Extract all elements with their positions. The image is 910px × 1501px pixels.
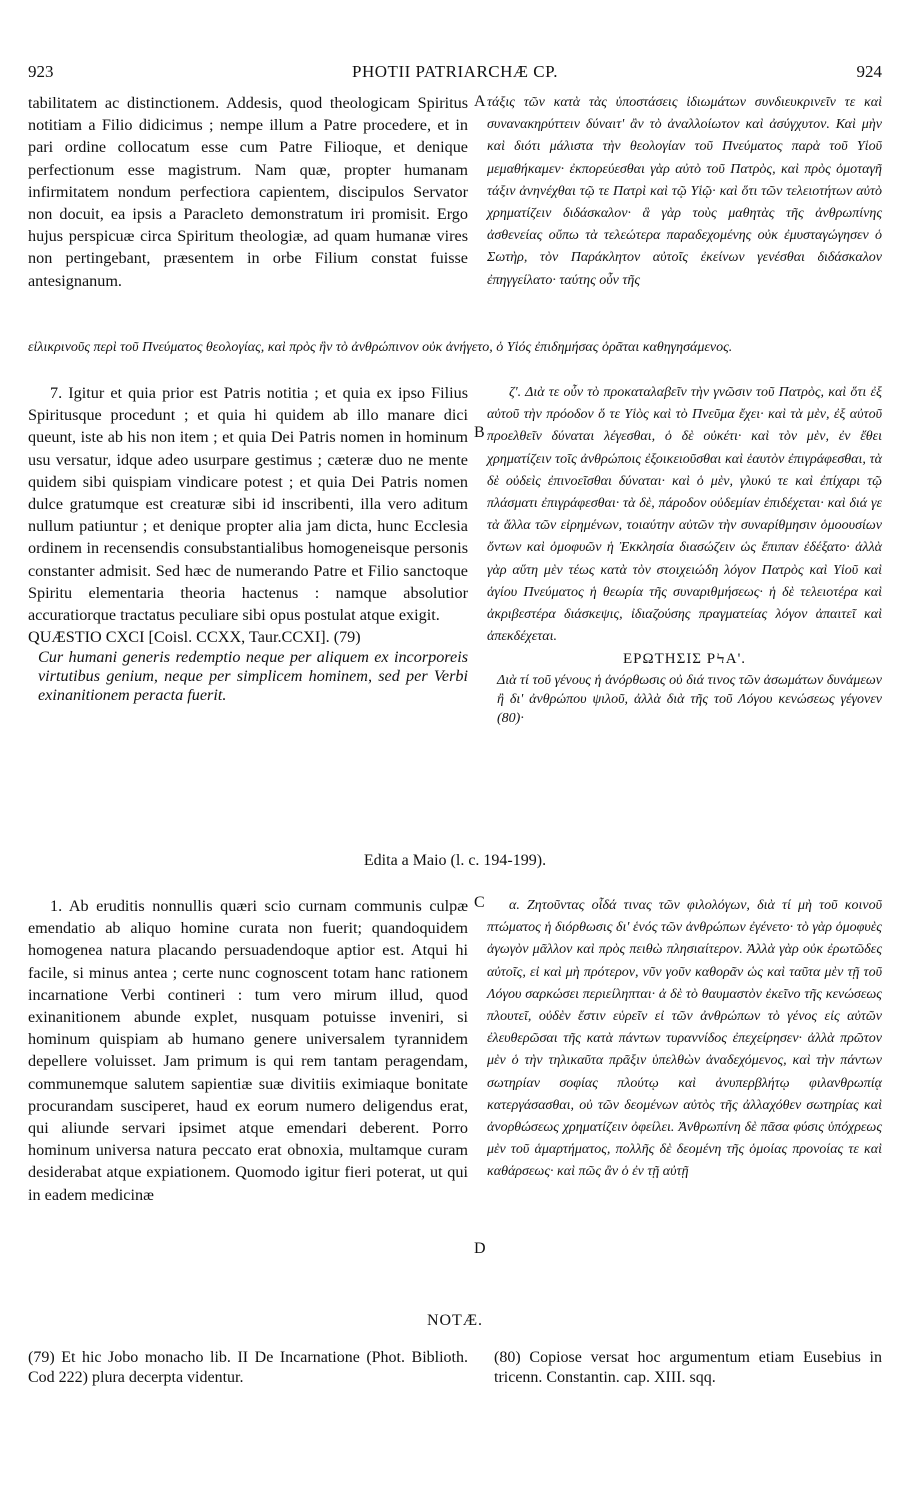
greek-question-title: Διὰ τί τοῦ γένους ἡ ἀνόρθωσις οὐ διά τινος τῶν ἀσωμάτων δυνάμεων ἢ δι' ἀνθρώπου ψιλοῦ, ἀλλὰ διὰ τῆς τοῦ Λόγου κενώσεως γέγονεν (80)· bbox=[497, 672, 882, 726]
latin-paragraph-1: 1. Ab eruditis nonnullis quæri scio curnam communis culpæ emendatio ab aliquo homine curata non fuerit; quandoquidem homogenea natura placando persuadendoque aptior est. Atqui hi facile, si minus antea ; certe nunc cognoscent totam hanc rationem incarnatione Verbi contineri : tum vero mirum illud, quod exinanitionem abunde explet, nusquam potuisse inveniri, si hominum quispiam ab humano genere universalem tyrannidem depellere voluisset. Jam primum is qui rem tantam peragendam, communemque salutem sapientiæ suæ divitiis eximiaque bonitate procurandam susciperet, haud ex eorum numero deligendus erat, qui aliunde servari ipsimet atque emendari deberent. Porro hominum universa natura peccato erat obnoxia, multamque curam desiderabat atque expiationem. Quomodo igitur fieri poterat, ut qui in eadem medicinæ bbox=[28, 897, 468, 1204]
greek-paragraph-1: α. Ζητοῦντας οἶδά τινας τῶν φιλολόγων, διὰ τί μὴ τοῦ κοινοῦ πτώματος ἡ διόρθωσις δι' ἑνός τῶν ἀνθρώπων ἐγένετο· τὸ γὰρ ὁμοφυὲς ἀγωγὸν μᾶλλον καὶ πρὸς πειθὼ πλησιαίτερον. Ἀλλὰ γὰρ οὐκ ἐρωτῶδες αὐτοῖς, εἰ καὶ μὴ πρότερον, νῦν γοῦν καθορᾶν ὡς καὶ ταῦτα μὲν τῇ τοῦ Λόγου σαρκώσει περιείληπται· ἀ δὲ τὸ θαυμαστὸν ἐκεῖνο τῆς κενώσεως πλουτεῖ, οὐδὲν ἔστιν εὑρεῖν εἰ τῶν ἀνθρώπων τὸ γένος εἰς αὐτῶν ἐλευθερῶσαι τῆς κατὰ πάντων τυραννίδος ἐπεχείρησεν· ἀλλὰ πρῶτον μὲν ὁ τὴν τηλικαῦτα πρᾶξιν ὑπελθὼν ἀναδεχόμενος, καὶ τὴν πάντων σωτηρίαν σοφίας πλούτῳ καὶ ἀνυπερβλήτῳ φιλανθρωπίᾳ κατεργάσασθαι, οὐ τῶν δεομένων αὐτὸς τῆς ἀλλαχόθεν σωτηρίας καὶ ἀνορθώσεως χρηματίζειν ὀφείλει. Ἀνθρωπίνη δὲ πᾶσα φύσις ὑπόχρεως μὲν τοῦ ἁμαρτήματος, πολλῆς δὲ δεομένη τῆς ὁμοίας προνοίας τε καὶ καθάρσεως· καὶ πῶς ἂν ὁ ἐν τῇ αὐτῇ bbox=[487, 898, 882, 1180]
latin-question-title: Cur humani generis redemptio neque per aliquem ex incorporeis virtutibus genium, neque per simplicem hominem, sed per Verbi exinanitionem peracta fuerit. bbox=[38, 648, 468, 705]
latin-paragraph-top: tabilitatem ac distinctionem. Addesis, quod theologicam Spiritus notitiam a Filio didicimus ; nempe illum a Patre procedere, et in pari ordine collocatum esse cum Patre Filioque, et denique perfectionum esse magistrum. Nam quæ, propter humanam infirmitatem nondum perfectiora capientem, discipulos Servator non docuit, ea ipsis a Paracleto demonstratum iri promisit. Ergo hujus perspicuæ circa Spiritum theologiæ, ad quam humanæ vires non pertingebant, præsentem in orbe Filium constat fuisse antesignanum. bbox=[28, 94, 468, 290]
greek-question-heading: ΕΡΩΤΗΣΙΣ ΡϞΑ'. bbox=[622, 651, 747, 668]
margin-marker-d: D bbox=[474, 1240, 486, 1257]
latin-paragraph-7: 7. Igitur et quia prior est Patris notitia ; et quia ex ipso Filius Spiritusque procedunt ; et quia hi quidem ab illo manare dici queunt, iste ab his non item ; et quia Dei Patris nomen in hominum usu versatur, idque adeo usurpare gestimus ; cæteræ duo ne mente quidem sibi quispiam vindicare potest ; et quia Dei Patris nomen dulce gratumque est creaturæ sibi id inscribenti, illa vero aditum nullum patiuntur ; et denique propter alia jam dicta, hunc Ecclesia ordinem in recensendis consubstantialibus homogeneisque personis constanter admisit. Sed hæc de numerando Patre et Filio sanctoque Spiritu elementaria theoria hactenus : namque absolutior accuratiorque tractatus peculiare sibi opus postulat atque exigit. bbox=[28, 384, 468, 625]
notes-heading: NOTÆ. bbox=[426, 1312, 484, 1329]
running-title: PHOTII PATRIARCHÆ CP. bbox=[352, 62, 558, 81]
greek-column-top bbox=[487, 92, 882, 292]
footnote-80: (80) Copiose versat hoc argumentum etiam Eusebius in tricenn. Constantin. cap. XIII. sqq. bbox=[494, 1349, 882, 1386]
latin-column-section1 bbox=[28, 895, 468, 1206]
greek-column-section7 bbox=[487, 382, 882, 728]
greek-column-section1 bbox=[487, 895, 882, 1184]
greek-paragraph-top: τάξις τῶν κατὰ τὰς ὑποστάσεις ἰδιωμάτων συνδιευκρινεῖν τε καὶ συνανακηρύττειν δύναιτ' ἂν τὸ ἀναλλοίωτον καὶ ἀσύγχυτον. Καὶ μὴν καὶ διότι μάλιστα τὴν θεολογίαν τοῦ Πνεύματος παρὰ τοῦ Υἱοῦ μεμαθήκαμεν· ἐκπορεύεσθαι γὰρ αὐτὸ τοῦ Πατρὸς, καὶ πρὸς ὁμοταγῆ τάξιν ἀνηνέχθαι τῷ τε Πατρὶ καὶ τῷ Υἱῷ· καὶ ὅτι τῶν τελειοτήτων αὐτὸ χρηματίζειν διδάσκαλον· ἃ γὰρ τοὺς μαθητὰς τῆς ἀνθρωπίνης ἀσθενείας οὔπω τὰ τελεώτερα παραδεχομένης οὐκ ἐμυσταγώγησεν ὁ Σωτὴρ, τὸν Παράκλητον αὐτοῖς ἐκείνων γενέσθαι διδάσκαλον ἐπηγγείλατο· ταύτης οὖν τῆς bbox=[487, 95, 882, 288]
running-header bbox=[28, 62, 882, 84]
footnote-79: (79) Et hic Jobo monacho lib. II De Incarnatione (Phot. Biblioth. Cod 222) plura decerpta videntur. bbox=[28, 1349, 468, 1386]
latin-column-top bbox=[28, 92, 468, 292]
greek-paragraph-7: ζ'. Διὰ τε οὖν τὸ προκαταλαβεῖν τὴν γνῶσιν τοῦ Πατρὸς, καὶ ὅτι ἐξ αὐτοῦ τὴν πρόοδον ὅ τε Υἱὸς καὶ τὸ Πνεῦμα ἔχει· καὶ τὰ μὲν, ἐξ αὐτοῦ προελθεῖν δύναται λέγεσθαι, ὁ δὲ οὐκέτι· καὶ τὸν μὲν, ἐν ἔθει χρηματίζειν τοῖς ἀνθρώποις ἐξοικειοῦσθαι καὶ ἑαυτὸν ἐπιγράφεσθαι, τὰ δὲ οὐδεὶς ἐπινοεῖσθαι δύναται· καὶ ὁ μὲν, γλυκύ τε καὶ ἐπίχαρι τῷ πλάσματι ἐπιγράφεσθαι· τὰ δὲ, πάροδον οὐδεμίαν ἐπιδέχεται· καὶ διά γε τὰ ἄλλα τῶν εἰρημένων, τοιαύτην αὐτῶν τὴν συναρίθμησιν ὁμοουσίων ὄντων καὶ ὁμοφυῶν ἡ Ἐκκλησία διασώζειν ὡς ἔπιπαν ἐδέξατο· ἀλλὰ γὰρ αὕτη μὲν τέως κατὰ τὸν στοιχειώδη λόγον Πατρὸς καὶ Υἱοῦ καὶ ἁγίου Πνεύματος ἡ θεωρία τῆς συναριθμήσεως· ἡ δὲ τελειοτέρα καὶ ἀκριβεστέρα διάσκεψις, ἰδιαζούσης πραγματείας λόγον ἀπαιτεῖ καὶ ἀπεκδέχεται. bbox=[487, 385, 882, 645]
page-number-right: 924 bbox=[856, 62, 882, 81]
margin-marker-c: C bbox=[474, 894, 485, 911]
page-number-left: 923 bbox=[28, 62, 54, 81]
edition-note: Edita a Maio (l. c. 194-199). bbox=[363, 852, 547, 869]
latin-question-heading: QUÆSTIO CXCI [Coisl. CCXX, Taur.CCXI]. (79) bbox=[28, 628, 361, 647]
margin-marker-a: A bbox=[474, 93, 486, 110]
margin-marker-b: B bbox=[474, 424, 485, 441]
latin-column-section7 bbox=[28, 382, 468, 705]
greek-wide-line: εἰλικρινοῦς περὶ τοῦ Πνεύματος θεολογίας, καὶ πρὸς ἣν τὸ ἀνθρώπινον οὐκ ἀνήγετο, ὁ Υἱός ἐπιδημήσας ὁρᾶται καθηγησάμενος. bbox=[28, 340, 733, 355]
